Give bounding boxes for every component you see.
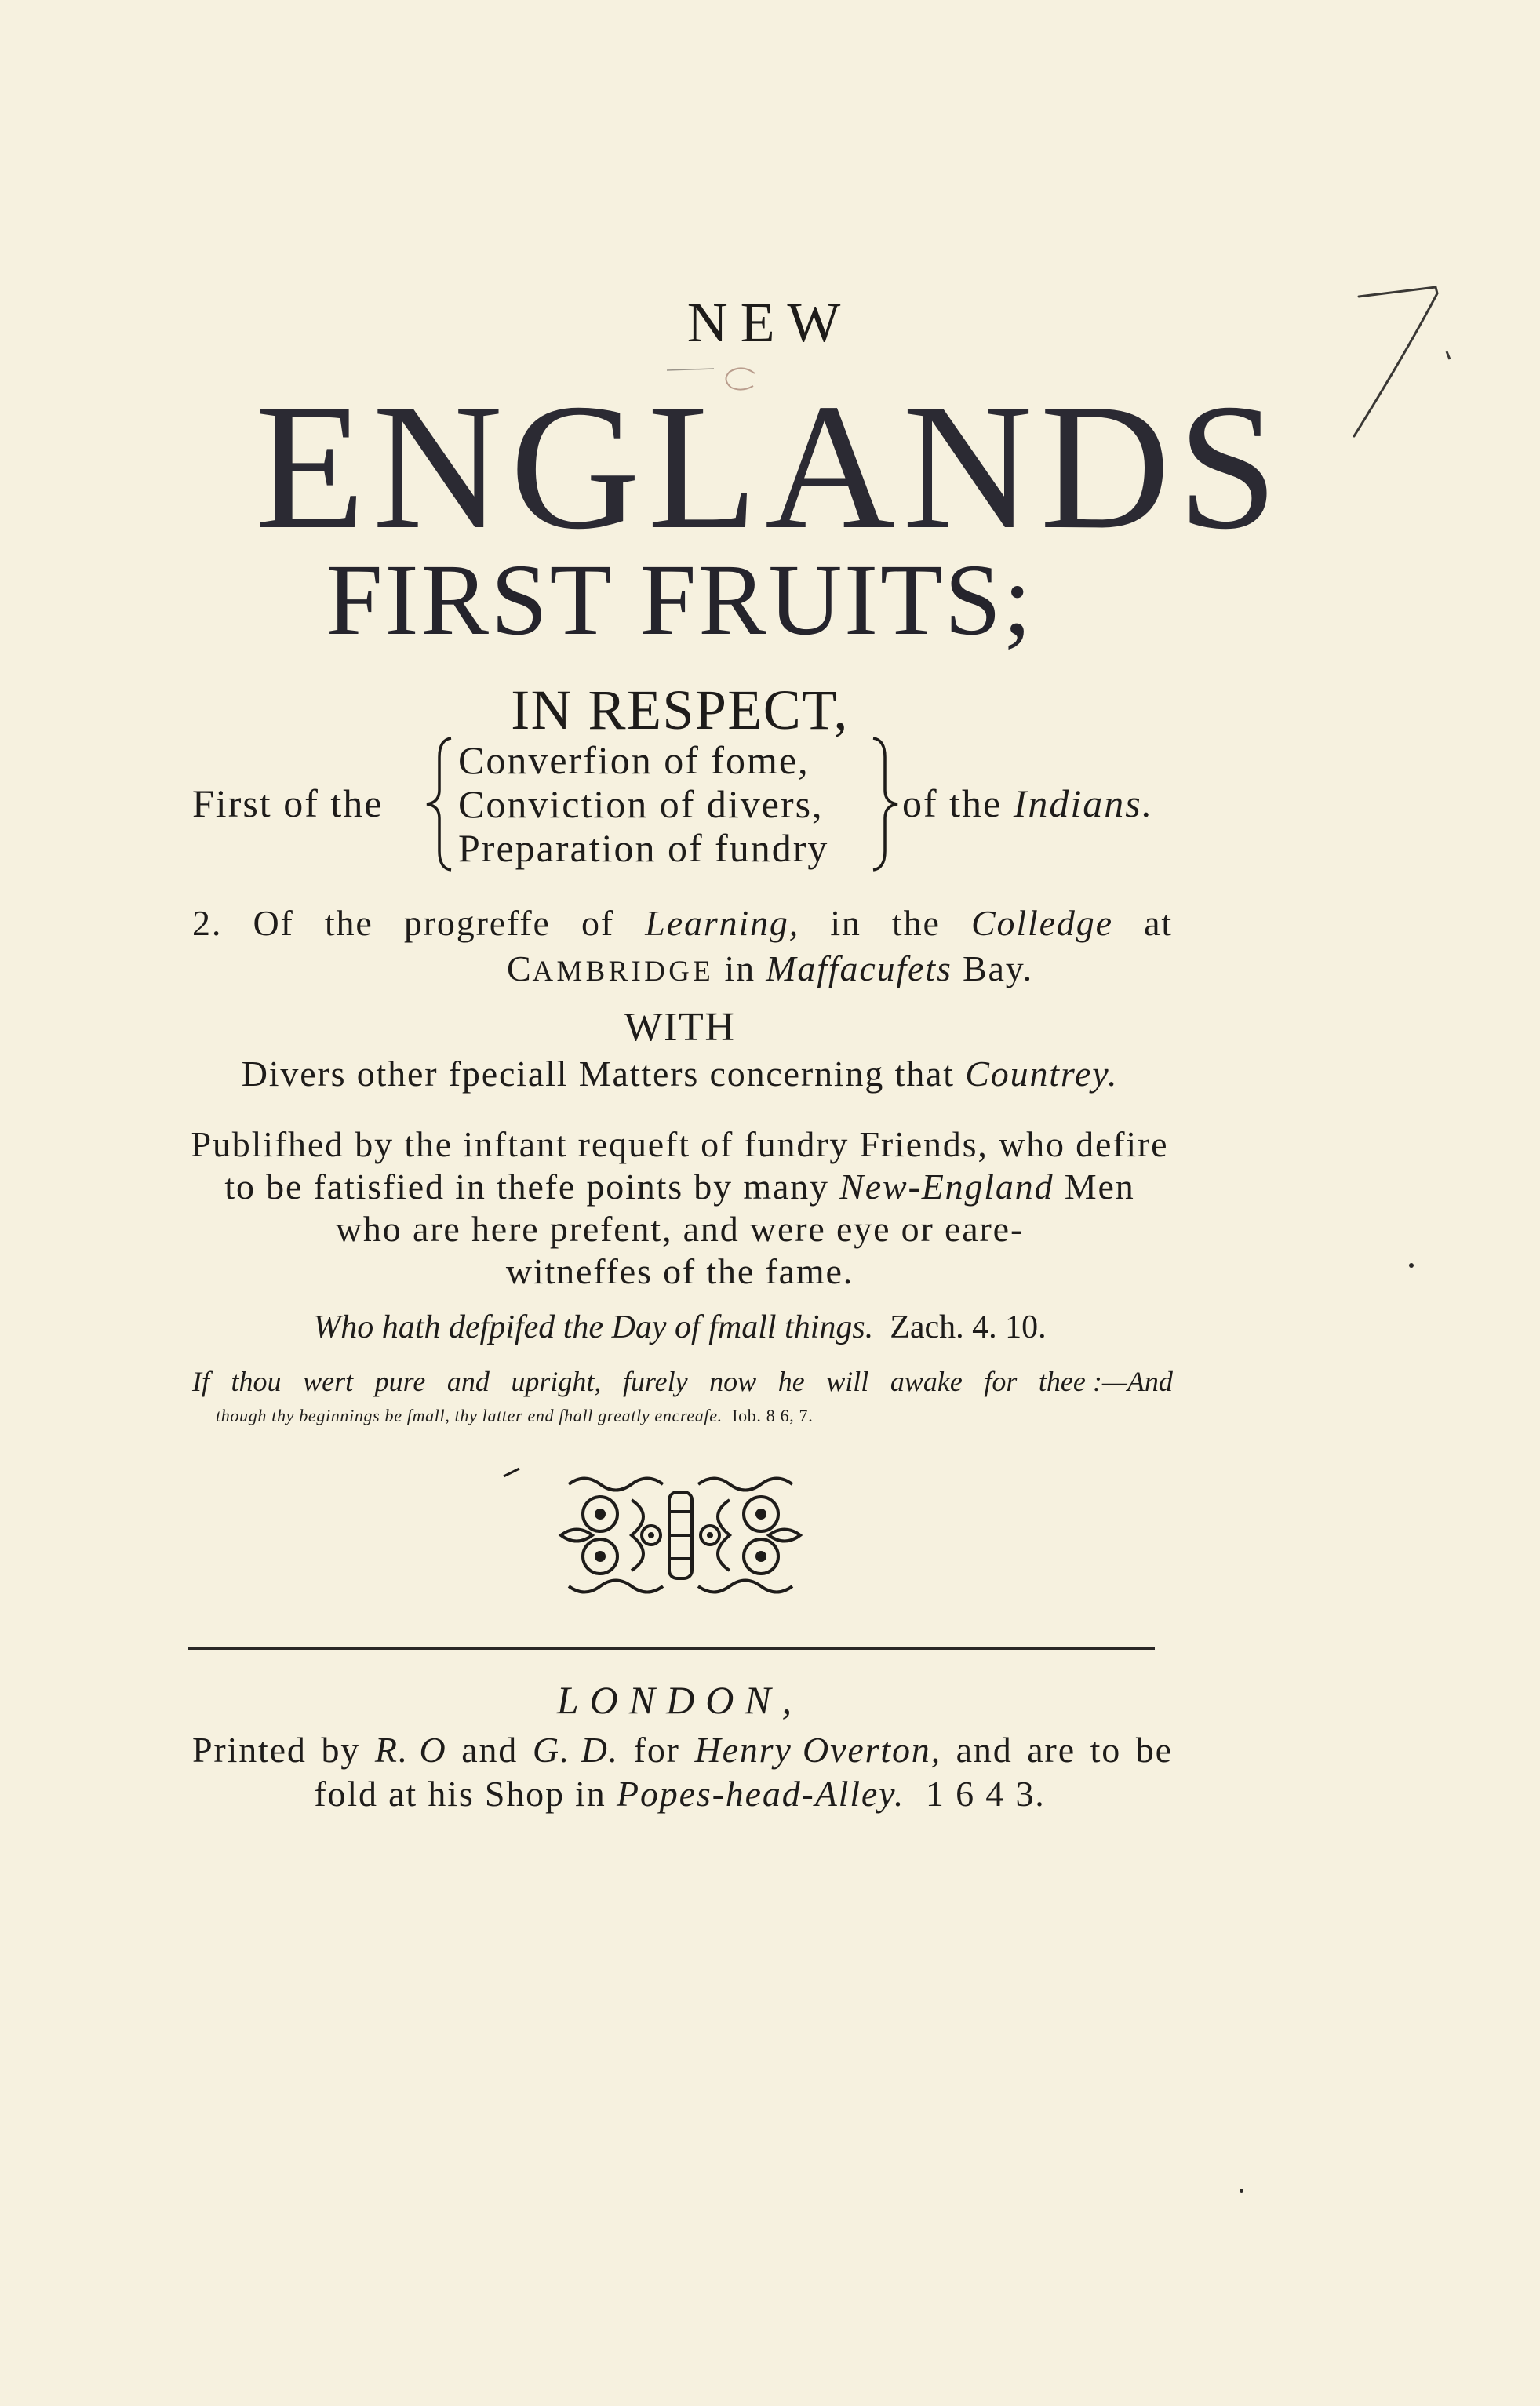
matters-plain: Divers other fpeciall Matters concerning that bbox=[241, 1054, 955, 1094]
respect-lead: First of the bbox=[192, 781, 384, 825]
imprint-word: for bbox=[633, 1730, 680, 1770]
imprint-printer-gd: G. D. bbox=[532, 1730, 619, 1770]
respect-item-preparation: Preparation of fundry bbox=[458, 826, 829, 870]
job-word: upright, bbox=[511, 1366, 602, 1397]
imprint-word: be bbox=[1135, 1730, 1173, 1770]
job-word: now bbox=[709, 1366, 757, 1397]
new-england-italic: New-England bbox=[839, 1167, 1054, 1207]
left-brace bbox=[416, 733, 463, 875]
learning-word: the bbox=[324, 903, 373, 943]
title-new: NEW bbox=[686, 291, 854, 354]
imprint-line-1 bbox=[192, 1729, 1173, 1771]
imprint-line-2 bbox=[0, 1773, 1450, 1815]
bay: Bay. bbox=[963, 948, 1034, 988]
learning-word-italic: Colledge bbox=[971, 903, 1113, 943]
imprint-word: and bbox=[956, 1730, 1013, 1770]
title-first-fruits: FIRST FRUITS; bbox=[326, 544, 1034, 657]
printers-ornament-icon bbox=[553, 1469, 808, 1602]
job-word: furely bbox=[622, 1366, 688, 1397]
imprint-bookseller: Henry Overton, bbox=[694, 1730, 941, 1770]
paper-speck bbox=[1240, 2189, 1243, 2193]
job-quote-line-2 bbox=[216, 1406, 813, 1426]
job-word: awake bbox=[890, 1366, 963, 1397]
published-line-4: witneffes of the fame. bbox=[505, 1251, 854, 1291]
cambridge-rest: AMBRIDGE bbox=[532, 955, 715, 987]
matters-line bbox=[0, 1053, 1450, 1094]
in-respect-heading: IN RESPECT, bbox=[511, 679, 849, 741]
horizontal-rule bbox=[188, 1647, 1155, 1650]
published-line-3: who are here prefent, and were eye or eare- bbox=[335, 1209, 1025, 1249]
job-word: pure bbox=[374, 1366, 426, 1397]
respect-item-conversion: Converfion of fome, bbox=[458, 738, 810, 782]
matters-countrey: Countrey. bbox=[965, 1054, 1119, 1094]
job-word: wert bbox=[303, 1366, 354, 1397]
learning-line-2 bbox=[0, 948, 1540, 989]
cambridge-initial: C bbox=[506, 948, 533, 988]
zach-quote-text: Who hath defpifed the Day of fmall things. bbox=[313, 1309, 874, 1345]
imprint-city: LONDON, bbox=[556, 1678, 803, 1722]
imprint-year: 1 6 4 3. bbox=[925, 1774, 1046, 1814]
paper-speck bbox=[1409, 1263, 1414, 1268]
respect-item-conviction: Conviction of divers, bbox=[458, 782, 824, 826]
imprint-word: to bbox=[1090, 1730, 1122, 1770]
learning-word-italic: Learning, bbox=[645, 903, 800, 943]
learning-word: progreffe bbox=[403, 903, 551, 943]
learning-word: 2. bbox=[192, 903, 223, 943]
job-word: he bbox=[777, 1366, 805, 1397]
published-line-2-end: Men bbox=[1064, 1167, 1135, 1207]
imprint-word: are bbox=[1027, 1730, 1076, 1770]
zach-reference: Zach. 4. 10. bbox=[890, 1309, 1047, 1345]
job-word: for bbox=[984, 1366, 1018, 1397]
right-brace bbox=[861, 733, 908, 875]
job-quote-continuation: though thy beginnings be fmall, thy latter end fhall greatly encreafe. bbox=[216, 1406, 723, 1425]
job-word: If bbox=[192, 1366, 209, 1397]
respect-tail bbox=[902, 781, 1153, 826]
learning-word: at bbox=[1144, 903, 1173, 943]
job-word: thee :—And bbox=[1038, 1366, 1173, 1397]
learning-word: of bbox=[581, 903, 615, 943]
imprint-word: by bbox=[321, 1730, 361, 1770]
imprint-alley: Popes-head-Alley. bbox=[617, 1774, 905, 1814]
published-line-1: Publifhed by the inftant requeft of fundry Friends, who defire bbox=[191, 1124, 1169, 1164]
job-word: thou bbox=[231, 1366, 282, 1397]
job-word: will bbox=[826, 1366, 869, 1397]
published-line-2-start: to be fatisfied in thefe points by many bbox=[224, 1167, 829, 1207]
imprint-shop: fold at his Shop in bbox=[314, 1774, 606, 1814]
imprint-word: Printed bbox=[192, 1730, 307, 1770]
ornament-stray-mark bbox=[502, 1467, 521, 1478]
with-heading: WITH bbox=[624, 1005, 736, 1050]
learning-word: Of bbox=[253, 903, 294, 943]
respect-tail-indians: Indians. bbox=[1013, 781, 1154, 825]
zach-quote bbox=[0, 1309, 1450, 1346]
imprint-printer-ro: R. O bbox=[374, 1730, 447, 1770]
learning-line-1 bbox=[192, 902, 1173, 944]
learning-word: the bbox=[892, 903, 941, 943]
job-quote-line-1 bbox=[192, 1365, 1173, 1398]
job-reference: Iob. 8 6, 7. bbox=[732, 1406, 814, 1425]
learning-in: in bbox=[724, 948, 755, 988]
massachusetts: Maffacufets bbox=[766, 948, 952, 988]
job-word: and bbox=[446, 1366, 490, 1397]
title-englands: ENGLANDS bbox=[255, 366, 1285, 566]
published-line-2 bbox=[0, 1166, 1450, 1207]
respect-tail-plain: of the bbox=[902, 781, 1003, 825]
imprint-word: and bbox=[461, 1730, 519, 1770]
learning-word: in bbox=[830, 903, 861, 943]
